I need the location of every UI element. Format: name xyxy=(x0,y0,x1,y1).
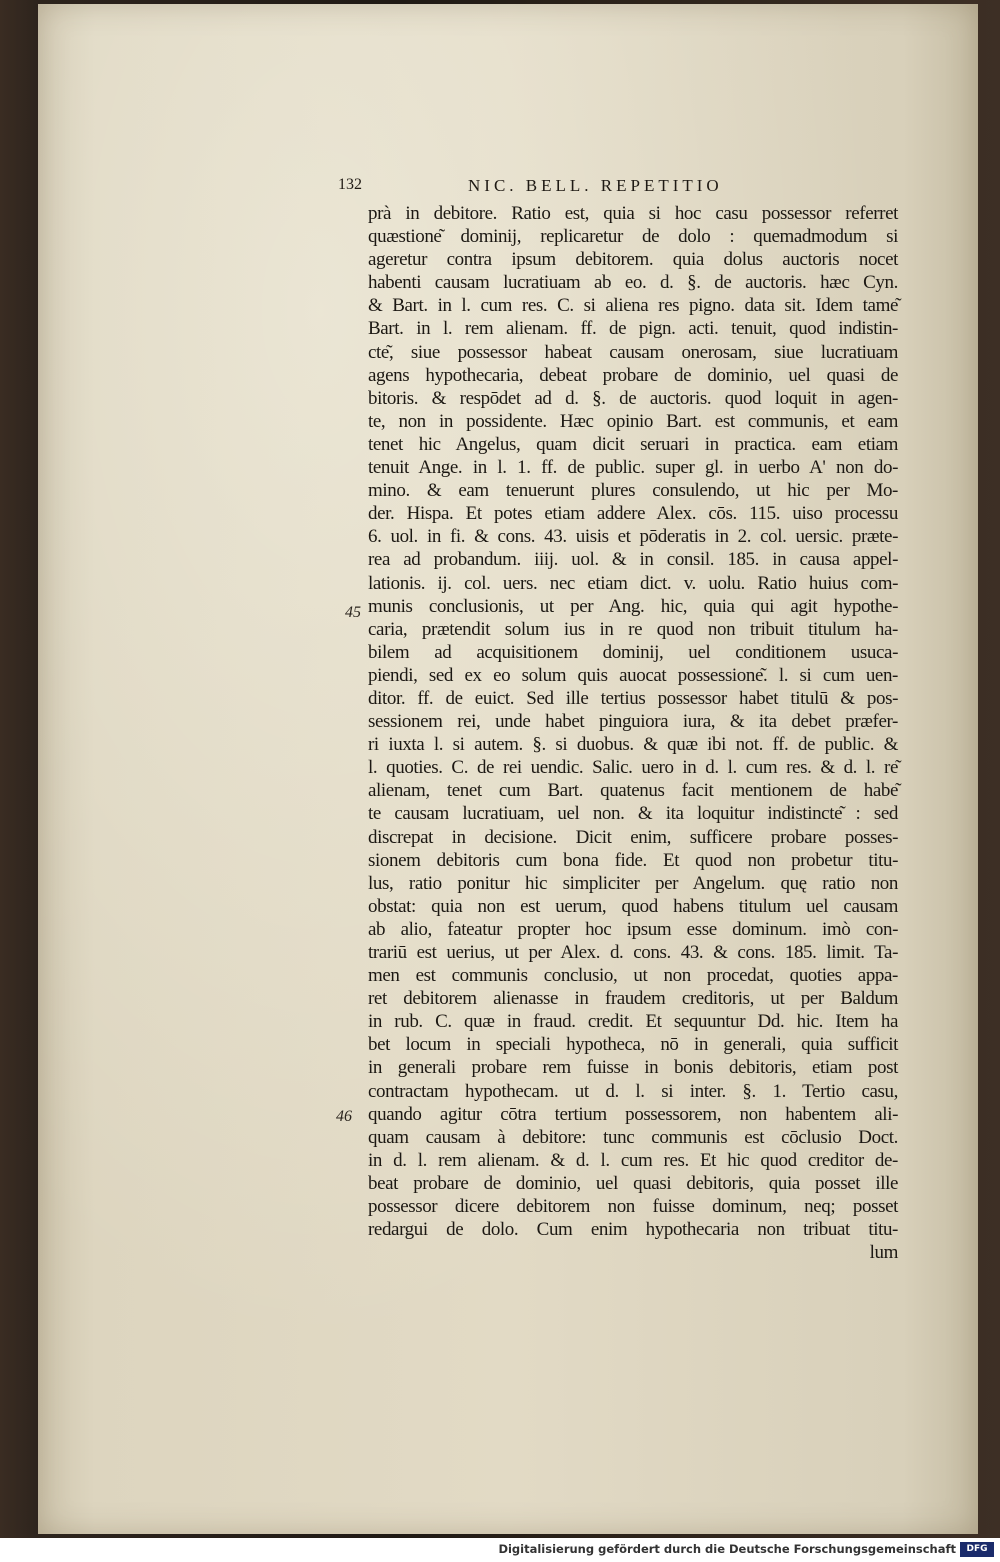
text-line: te causam lucratiuam, uel non. & ita loquitur indistincte͂ : sed xyxy=(368,803,898,825)
text-line: tenet hic Angelus, quam dicit seruari in practica. eam etiam xyxy=(368,433,898,455)
text-line: prà in debitore. Ratio est, quia si hoc casu possessor referret xyxy=(368,203,898,224)
text-line: cte͂, siue possessor habeat causam onerosam, siue lucratiuam xyxy=(368,341,898,363)
text-line: redargui de dolo. Cum enim hypothecaria non tribuat titu- xyxy=(368,1219,898,1241)
footer-note: Digitalisierung gefördert durch die Deutsche Forschungsgemeinschaft xyxy=(498,1542,956,1556)
text-line: quando agitur cōtra tertium possessorem, non habentem ali- xyxy=(368,1103,898,1125)
text-line: in rub. C. quæ in fraud. credit. Et sequuntur Dd. hic. Item ha xyxy=(368,1011,898,1033)
text-line: Bart. in l. rem alienam. ff. de pign. acti. tenuit, quod indistin- xyxy=(368,318,898,340)
text-line: sionem debitoris cum bona fide. Et quod non probetur titu- xyxy=(368,849,898,871)
text-line: alienam, tenet cum Bart. quatenus facit mentionem de habe͂ xyxy=(368,780,898,802)
text-line: agens hypothecaria, debeat probare de dominio, uel quasi de xyxy=(368,364,898,386)
digitization-footer xyxy=(0,1538,1000,1562)
text-line: te, non in possidente. Hæc opinio Bart. est communis, et eam xyxy=(368,410,898,432)
text-line: men est communis conclusio, ut non procedat, quoties appa- xyxy=(368,965,898,987)
text-line: 6. uol. in fi. & cons. 43. uisis et pōderatis in 2. col. uersic. præte- xyxy=(368,526,898,548)
text-line: tenuit Ange. in l. 1. ff. de public. super gl. in uerbo A' non do- xyxy=(368,457,898,479)
text-line: der. Hispa. Et potes etiam addere Alex. cōs. 115. uiso processu xyxy=(368,503,898,525)
text-line: ri iuxta l. si autem. §. si duobus. & quæ ibi not. ff. de public. & xyxy=(368,734,898,756)
text-line: discrepat in decisione. Dicit enim, sufficere probare posses- xyxy=(368,826,898,848)
text-line: lationis. ij. col. uers. nec etiam dict. v. uolu. Ratio huius com- xyxy=(368,572,898,594)
text-line: beat probare de dominio, uel quasi debitoris, quia posset ille xyxy=(368,1172,898,1194)
body-text xyxy=(368,202,898,1264)
text-line: caria, prætendit solum ius in re quod non tribuit titulum ha- xyxy=(368,618,898,640)
text-line: lum xyxy=(869,1242,898,1264)
running-head xyxy=(338,176,898,198)
text-line: lus, ratio ponitur hic simpliciter per Angelum. quę ratio non xyxy=(368,872,898,894)
text-line: ditor. ff. de euict. Sed ille tertius possessor habet titulū & pos- xyxy=(368,687,898,709)
text-line: rea ad probandum. iiij. uol. & in consil. 185. in causa appel- xyxy=(368,549,898,571)
text-line: ageretur contra ipsum debitorem. quia dolus auctoris nocet xyxy=(368,249,898,271)
text-line: & Bart. in l. cum res. C. si aliena res pigno. data sit. Idem tame͂ xyxy=(368,295,898,317)
page-number: 132 xyxy=(338,176,362,193)
text-line: contractam hypothecam. ut d. l. si inter. §. 1. Tertio casu, xyxy=(368,1080,898,1102)
text-line: in d. l. rem alienam. & d. l. cum res. Et hic quod creditor de- xyxy=(368,1149,898,1171)
text-line: quæstione͂ dominij, replicaretur de dolo : quemadmodum si xyxy=(368,226,898,248)
margin-note-number: 45 xyxy=(345,604,361,621)
text-line: bet locum in speciali hypotheca, nō in generali, quia sufficit xyxy=(368,1034,898,1056)
text-line: trariū est uerius, ut per Alex. d. cons. 43. & cons. 185. limit. Ta- xyxy=(368,942,898,963)
text-line: ab alio, fateatur propter hoc ipsum esse dominum. imò con- xyxy=(368,918,898,940)
text-line: bilem ad acquisitionem dominij, uel conditionem usuca- xyxy=(368,641,898,663)
text-line: l. quoties. C. de rei uendic. Salic. uero in d. l. cum res. & d. l. re͂ xyxy=(368,757,898,779)
text-line: piendi, sed ex eo solum quis auocat possessione͂. l. si cum uen- xyxy=(368,664,898,686)
text-line: ret debitorem alienasse in fraudem creditoris, ut per Baldum xyxy=(368,988,898,1010)
margin-note-number: 46 xyxy=(336,1108,352,1125)
text-line: obstat: quia non est uerum, quod habens titulum uel causam xyxy=(368,895,898,917)
text-line: bitoris. & respōdet ad d. §. de auctoris. quod loquit in agen- xyxy=(368,387,898,409)
running-title: NIC. BELL. REPETITIO xyxy=(468,176,723,195)
text-line: sessionem rei, unde habet pinguiora iura, & ita debet præfer- xyxy=(368,711,898,733)
text-line: mino. & eam tenuerunt plures consulendo, ut hic per Mo- xyxy=(368,480,898,502)
text-line: habenti causam lucratiuam ab eo. d. §. de auctoris. hæc Cyn. xyxy=(368,272,898,294)
dfg-logo: DFG xyxy=(960,1542,994,1557)
text-line: munis conclusionis, ut per Ang. hic, quia qui agit hypothe- xyxy=(368,595,898,617)
text-line: possessor dicere debitorem non fuisse dominum, neq; posset xyxy=(368,1196,898,1218)
text-line: in generali probare rem fuisse in bonis debitoris, etiam post xyxy=(368,1057,898,1079)
text-line: quam causam à debitore: tunc communis est cōclusio Doct. xyxy=(368,1126,898,1148)
